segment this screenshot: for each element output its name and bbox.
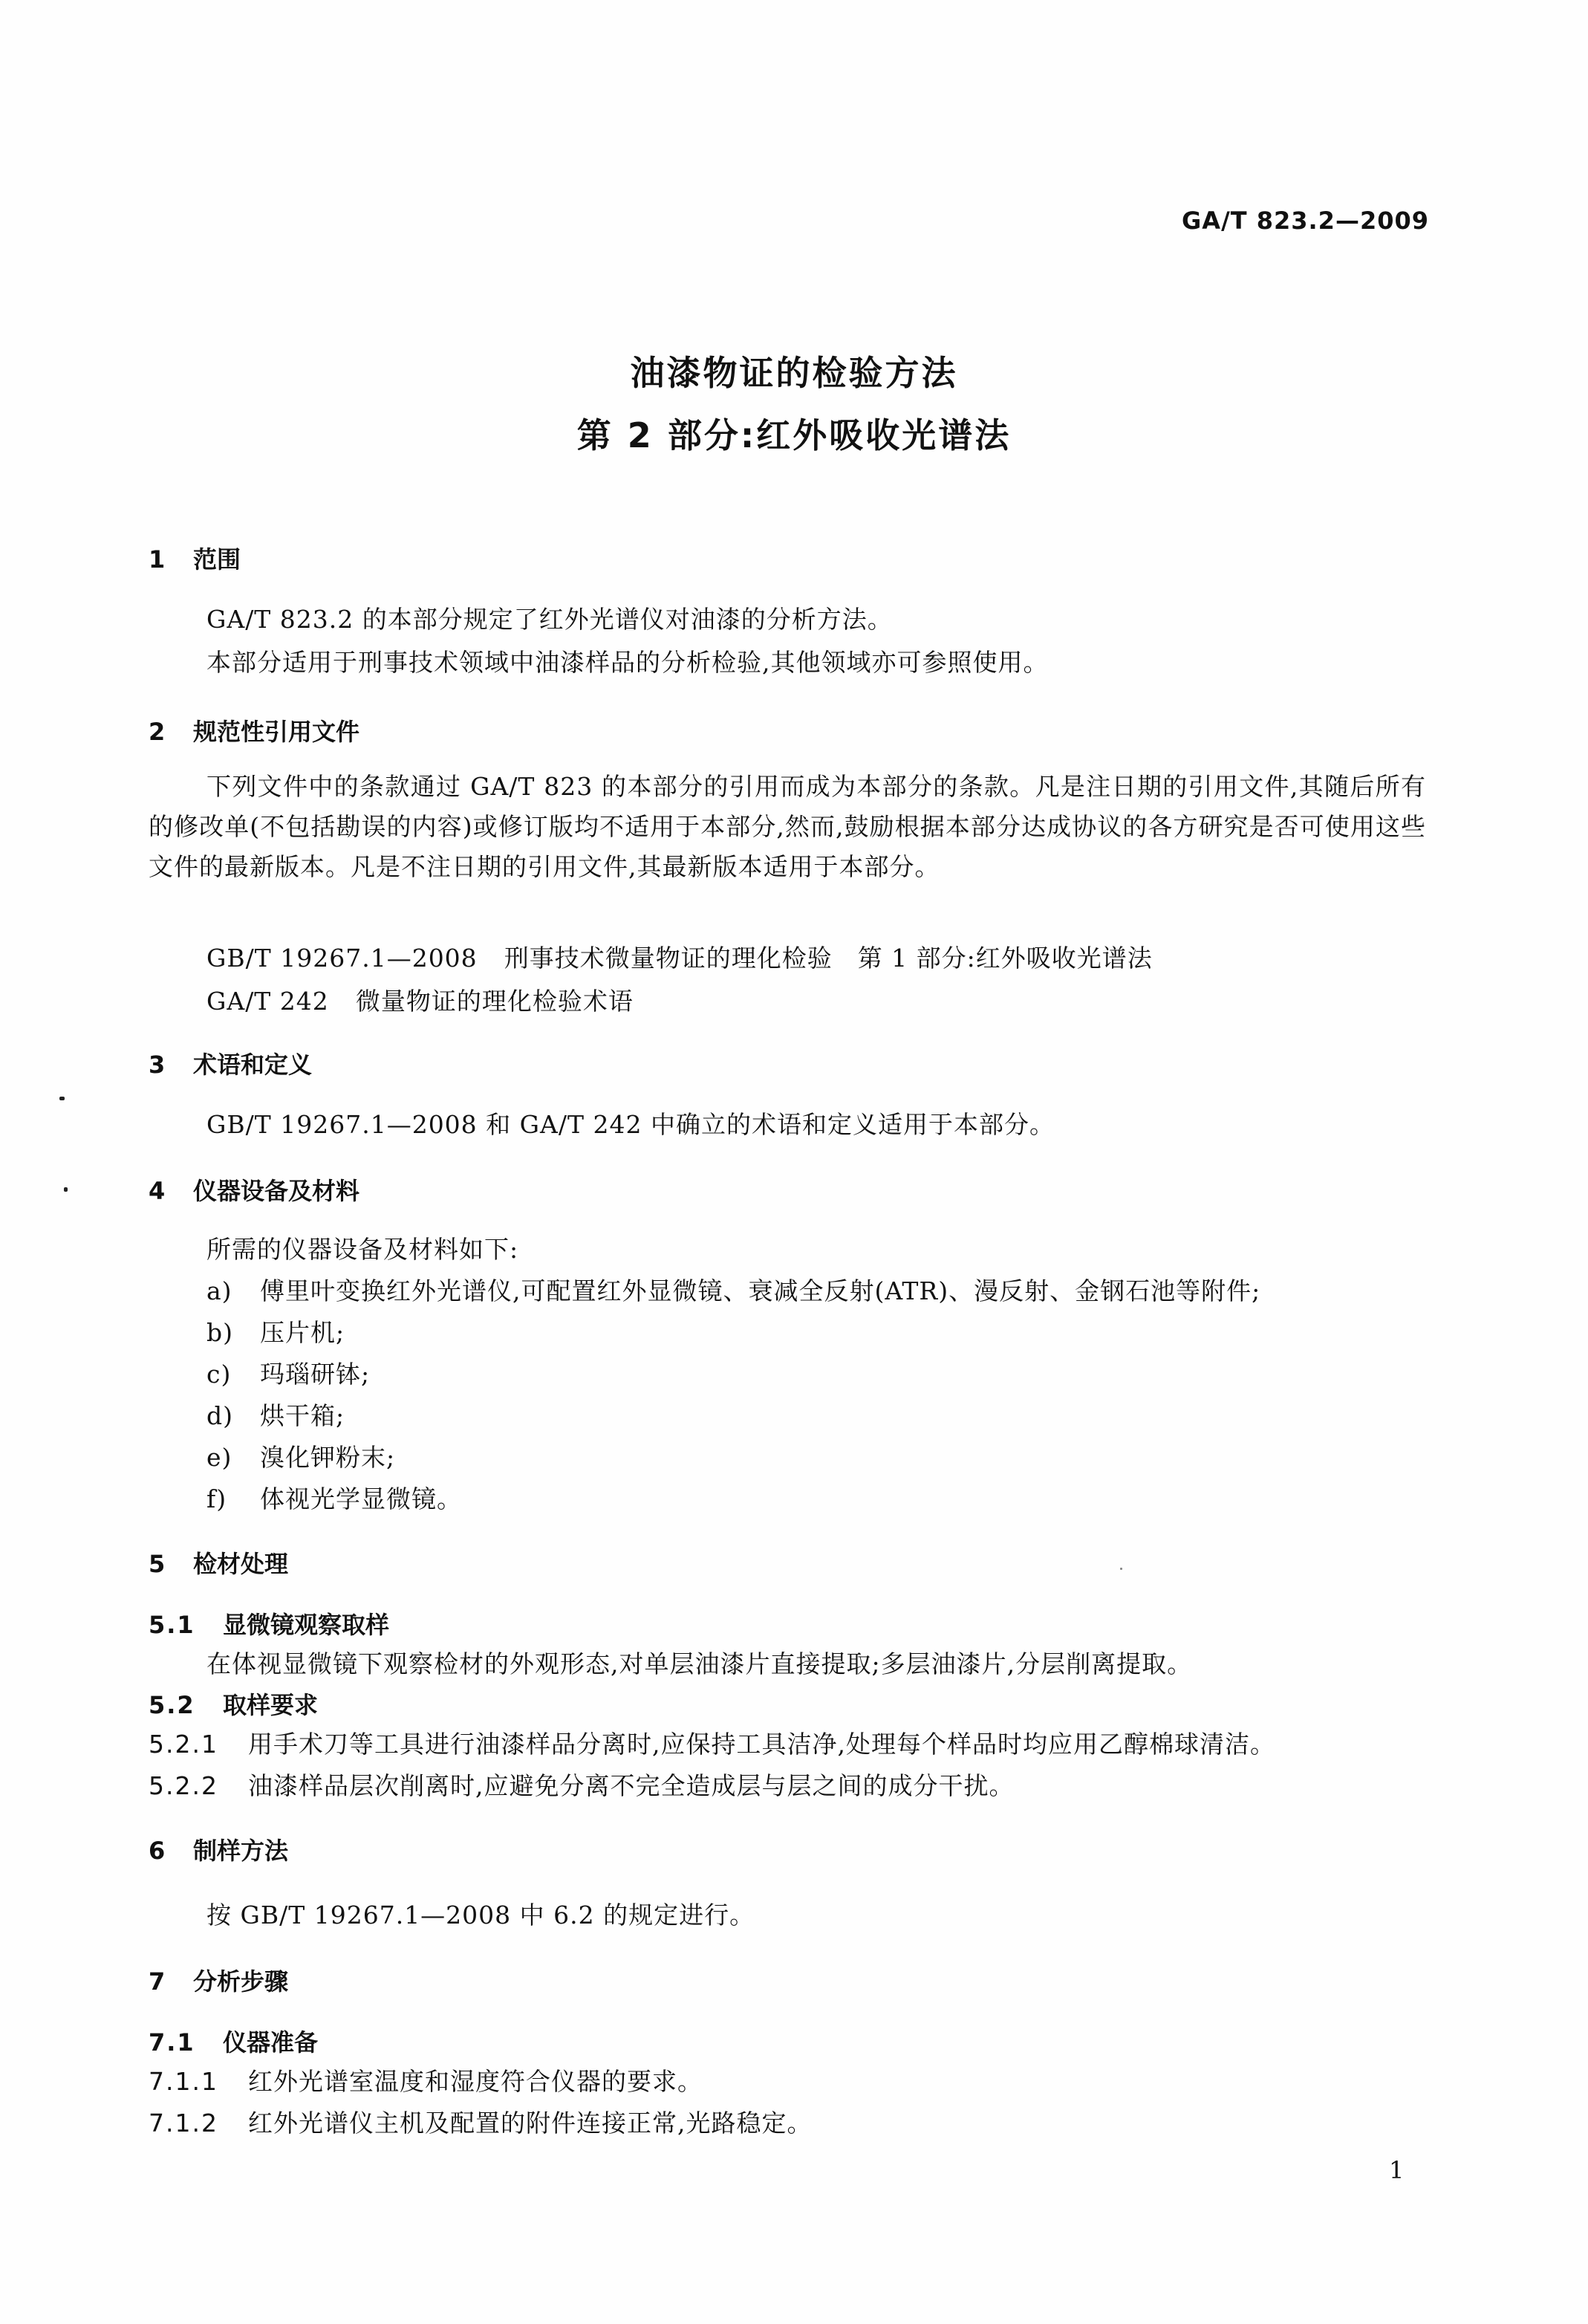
section-4-intro: 所需的仪器设备及材料如下:: [206, 1235, 519, 1264]
subsection-5-2-heading: [149, 1687, 318, 1721]
list-item-text: 溴化钾粉末;: [260, 1443, 396, 1472]
list-item-text: 体视光学显微镜。: [260, 1484, 462, 1513]
list-item-text: 玛瑙研钵;: [260, 1360, 371, 1389]
section-number: 1: [149, 545, 166, 574]
section-number: 6: [149, 1837, 166, 1865]
section-title: 仪器设备及材料: [193, 1177, 360, 1205]
section-1-heading: [149, 541, 241, 575]
normative-reference: [206, 939, 1153, 974]
scan-speck: [1120, 1568, 1122, 1570]
section-title: 规范性引用文件: [193, 718, 360, 746]
section-4-heading: [149, 1172, 359, 1207]
reference-title: 刑事技术微量物证的理化检验 第 1 部分:红外吸收光谱法: [504, 944, 1153, 973]
clause-number: 5.2.1: [149, 1730, 218, 1759]
subsection-title: 仪器准备: [223, 2028, 319, 2057]
clause-7-1-2: [149, 2104, 813, 2139]
list-item: [206, 1397, 345, 1432]
list-item: [206, 1355, 370, 1390]
clause-number: 7.1.1: [149, 2067, 218, 2096]
section-number: 7: [149, 1967, 166, 1996]
subsection-5-1-heading: [149, 1606, 389, 1640]
list-marker: e): [206, 1443, 232, 1472]
section-title: 制样方法: [193, 1837, 289, 1865]
clause-number: 5.2.2: [149, 1771, 218, 1800]
scan-speck: [59, 1097, 65, 1100]
clause-number: 7.1.2: [149, 2109, 218, 2138]
section-number: 5: [149, 1550, 166, 1578]
reference-code: GA/T 242: [206, 987, 329, 1016]
list-item-text: 傅里叶变换红外光谱仪,可配置红外显微镜、衰减全反射(ATR)、漫反射、金钢石池等附件;: [260, 1276, 1261, 1305]
section-number: 3: [149, 1051, 166, 1079]
section-7-heading: [149, 1963, 288, 1997]
page-number: 1: [1389, 2156, 1405, 2184]
section-6-paragraph: 按 GB/T 19267.1—2008 中 6.2 的规定进行。: [206, 1901, 755, 1929]
list-item: [206, 1480, 462, 1515]
reference-title: 微量物证的理化检验术语: [355, 987, 634, 1016]
clause-text: 油漆样品层次削离时,应避免分离不完全造成层与层之间的成分干扰。: [248, 1771, 1015, 1800]
subsection-title: 取样要求: [223, 1691, 319, 1719]
section-title: 术语和定义: [193, 1051, 313, 1079]
section-title: 分析步骤: [193, 1967, 289, 1996]
subsection-number: 5.1: [149, 1611, 195, 1639]
subsection-title: 显微镜观察取样: [223, 1611, 390, 1639]
list-marker: b): [206, 1318, 233, 1347]
section-title: 检材处理: [193, 1550, 289, 1578]
section-number: 2: [149, 718, 166, 746]
section-3-paragraph: GB/T 19267.1—2008 和 GA/T 242 中确立的术语和定义适用于本部分。: [206, 1110, 1055, 1139]
section-2-intro-paragraph: 下列文件中的条款通过 GA/T 823 的本部分的引用而成为本部分的条款。凡是注日期的引用文件,其随后所有的修改单(不包括勘误的内容)或修订版均不适用于本部分,然而,鼓励根据本部分达成协议的各方研究是否可使用这些文件的最新版本。凡是不注日期的引用文件,其最新版本适用于本部分。: [149, 772, 1426, 881]
document-title-line1: 油漆物证的检验方法: [630, 353, 958, 393]
section-3-heading: [149, 1046, 312, 1080]
subsection-number: 7.1: [149, 2028, 195, 2057]
list-marker: d): [206, 1401, 233, 1430]
section-1-paragraph-2: 本部分适用于刑事技术领域中油漆样品的分析检验,其他领域亦可参照使用。: [206, 648, 1049, 677]
normative-reference: [206, 982, 634, 1017]
section-5-heading: [149, 1545, 288, 1580]
clause-7-1-1: [149, 2062, 703, 2097]
section-number: 4: [149, 1177, 166, 1205]
scan-speck: [64, 1187, 68, 1192]
list-item-text: 烘干箱;: [260, 1401, 345, 1430]
reference-code: GB/T 19267.1—2008: [206, 944, 478, 973]
document-title-line2: 第 2 部分:红外吸收光谱法: [576, 415, 1012, 455]
section-title: 范围: [193, 545, 241, 574]
list-item: [206, 1438, 395, 1473]
clause-text: 红外光谱室温度和湿度符合仪器的要求。: [248, 2067, 703, 2096]
clause-5-2-1: [149, 1725, 1275, 1760]
standard-code: GA/T 823.2—2009: [1182, 207, 1429, 235]
list-marker: a): [206, 1276, 232, 1305]
subsection-5-1-paragraph: 在体视显微镜下观察检材的外观形态,对单层油漆片直接提取;多层油漆片,分层削离提取。: [206, 1649, 1193, 1678]
list-item: [206, 1272, 1260, 1307]
list-marker: c): [206, 1360, 232, 1389]
section-6-heading: [149, 1832, 288, 1866]
subsection-number: 5.2: [149, 1691, 195, 1719]
list-marker: f): [206, 1484, 227, 1513]
clause-text: 红外光谱仪主机及配置的附件连接正常,光路稳定。: [248, 2109, 813, 2138]
section-1-paragraph-1: GA/T 823.2 的本部分规定了红外光谱仪对油漆的分析方法。: [206, 605, 893, 634]
clause-5-2-2: [149, 1767, 1015, 1802]
list-item: [206, 1314, 345, 1348]
list-item-text: 压片机;: [260, 1318, 345, 1347]
subsection-7-1-heading: [149, 2024, 318, 2058]
section-2-heading: [149, 713, 359, 747]
clause-text: 用手术刀等工具进行油漆样品分离时,应保持工具洁净,处理每个样品时均应用乙醇棉球清洁。: [248, 1730, 1275, 1759]
